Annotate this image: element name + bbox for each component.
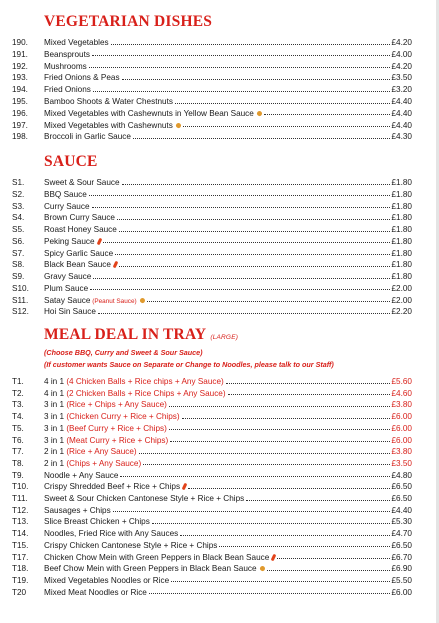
menu-item-row	[12, 575, 412, 587]
item-price: £3.50	[391, 458, 412, 468]
dot-leader	[89, 66, 390, 68]
item-number: S6.	[12, 236, 25, 246]
item-name	[44, 283, 88, 295]
dot-leader	[169, 428, 390, 430]
dot-leader	[92, 54, 390, 56]
meal-deal-title: MEAL DEAL IN TRAY	[44, 326, 207, 343]
item-name	[44, 470, 118, 482]
meal-deal-size-tag: (LARGE)	[210, 334, 239, 341]
dot-leader	[171, 580, 389, 582]
item-price: £6.50	[391, 482, 412, 492]
item-price: £4.70	[391, 529, 412, 539]
dot-leader	[180, 534, 389, 536]
dot-leader	[264, 113, 390, 115]
item-price: £6.00	[391, 435, 412, 445]
item-price: £6.00	[391, 423, 412, 433]
menu-item-row	[12, 248, 412, 260]
item-deal-size: 3 in 1	[44, 435, 67, 445]
item-name	[44, 201, 90, 213]
menu-item-row	[12, 446, 412, 458]
item-deal-contents: (Rice + Chips + Any Sauce)	[66, 400, 167, 410]
item-name	[44, 493, 244, 505]
item-number: S3.	[12, 201, 25, 211]
dot-leader	[113, 510, 390, 512]
item-name-text: Beef Chow Mein with Green Peppers in Black Bean Sauce	[44, 564, 257, 574]
item-name-text: Broccoli in Garlic Sauce	[44, 132, 131, 142]
dot-leader	[119, 230, 390, 232]
dot-leader	[277, 557, 389, 559]
nut-icon	[256, 110, 263, 117]
item-number: S10.	[12, 283, 29, 293]
item-number: 198.	[12, 132, 28, 142]
item-number: T13.	[12, 517, 29, 527]
item-name	[44, 481, 186, 493]
menu-item-row	[12, 131, 412, 143]
item-name	[44, 259, 117, 271]
menu-item-row	[12, 96, 412, 108]
dot-leader	[175, 102, 390, 104]
menu-item-row	[12, 540, 412, 552]
nut-icon	[139, 297, 146, 304]
item-deal-size: 3 in 1	[44, 412, 67, 422]
menu-item-row	[12, 61, 412, 73]
item-deal-contents: (Meat Curry + Rice + Chips)	[66, 435, 169, 445]
item-name	[44, 84, 91, 96]
menu-item-row	[12, 72, 412, 84]
nut-icon	[175, 122, 182, 129]
item-number: S4.	[12, 213, 25, 223]
item-number: S9.	[12, 272, 25, 281]
item-number: T17.	[12, 552, 29, 562]
menu-item-row	[12, 388, 412, 400]
item-price: £3.50	[391, 73, 412, 83]
dot-leader	[149, 592, 390, 594]
item-number: 190.	[12, 38, 28, 47]
item-deal-contents: (Chicken Curry + Rice + Chips)	[66, 412, 180, 422]
item-name-text: Plum Sauce	[44, 283, 89, 293]
item-number: S11.	[12, 295, 29, 305]
item-deal-size: 2 in 1	[44, 458, 67, 468]
menu-item-row	[12, 399, 412, 411]
chili-icon	[182, 483, 188, 491]
item-name	[44, 458, 141, 470]
menu-item-row	[12, 259, 412, 271]
item-deal-contents: (Rice + Any Sauce)	[66, 447, 137, 457]
meal-deal-note-sauces: (Choose BBQ, Curry and Sweet & Sour Sauce)	[44, 348, 203, 357]
item-name	[44, 552, 275, 564]
item-price: £2.00	[391, 295, 412, 305]
item-name-text: Peking Sauce	[44, 236, 95, 246]
item-number: T3.	[12, 400, 24, 410]
dot-leader	[92, 206, 390, 208]
item-number: T10.	[12, 482, 29, 492]
item-number: 193.	[12, 73, 28, 83]
item-price: £4.20	[391, 61, 412, 71]
menu-item-row	[12, 505, 412, 517]
item-price: £4.60	[391, 388, 412, 398]
item-number: S8.	[12, 260, 25, 270]
item-number: S1.	[12, 178, 25, 187]
item-price: £4.40	[391, 505, 412, 515]
item-name	[44, 399, 167, 411]
menu-item-row	[12, 411, 412, 423]
dot-leader	[246, 499, 389, 501]
item-price: £1.80	[391, 236, 412, 246]
menu-item-row	[12, 528, 412, 540]
item-number: T15.	[12, 540, 29, 550]
menu-item-row	[12, 120, 412, 132]
item-price: £3.20	[391, 85, 412, 95]
item-name-text: Satay Sauce	[44, 295, 91, 305]
dot-leader	[89, 194, 390, 196]
menu-item-row	[12, 470, 412, 482]
item-name-text: Sausages + Chips	[44, 505, 111, 515]
menu-item-row	[12, 376, 412, 388]
dot-leader	[103, 241, 390, 243]
item-number: T7.	[12, 447, 24, 457]
item-price: £2.00	[391, 283, 412, 293]
item-price: £1.80	[391, 225, 412, 234]
item-name-text: Noodles, Fried Rice with Any Sauces	[44, 529, 179, 539]
item-number: T6.	[12, 435, 24, 445]
dot-leader	[226, 382, 390, 384]
item-name-text: Fried Onions & Peas	[44, 73, 120, 83]
menu-item-row	[12, 423, 412, 435]
dot-leader	[119, 265, 390, 267]
item-number: T20	[12, 587, 27, 597]
dot-leader	[188, 487, 389, 489]
dot-leader	[122, 183, 390, 185]
item-name	[44, 388, 226, 400]
menu-item-row	[12, 516, 412, 528]
menu-item-row	[12, 563, 412, 575]
dot-leader	[143, 463, 389, 465]
dot-leader	[228, 393, 390, 395]
dot-leader	[115, 253, 389, 255]
item-number: T12.	[12, 505, 29, 515]
item-name-text: Mixed Meat Noodles or Rice	[44, 587, 147, 597]
sauce-heading: SAUCE	[44, 153, 98, 170]
item-deal-size: 2 in 1	[44, 447, 67, 457]
item-name-text: Mixed Vegetables with Cashewnuts	[44, 120, 173, 130]
item-price: £1.80	[391, 178, 412, 187]
menu-item-row	[12, 283, 412, 295]
item-number: S2.	[12, 189, 25, 199]
item-number: S12.	[12, 307, 29, 317]
item-name	[44, 271, 91, 283]
item-number: T2.	[12, 388, 24, 398]
item-name	[44, 108, 262, 120]
item-price: £4.40	[391, 108, 412, 118]
item-name-text: Crispy Chicken Cantonese Style + Rice + Chips	[44, 540, 218, 550]
vegetarian-dishes-heading: VEGETARIAN DISHES	[44, 13, 213, 30]
item-price: £6.00	[391, 412, 412, 422]
item-name	[44, 295, 145, 308]
menu-item-row	[12, 49, 412, 61]
dot-leader	[120, 475, 389, 477]
meal-deal-note-staff: (If customer wants Sauce on Separate or Change to Noodles, please talk to our Staff)	[44, 360, 334, 369]
item-price: £6.50	[391, 540, 412, 550]
item-number: T1.	[12, 377, 24, 386]
item-price: £4.40	[391, 120, 412, 130]
item-name-text: Fried Onions	[44, 85, 91, 95]
item-name	[44, 411, 180, 423]
item-name	[44, 212, 115, 224]
item-price: £1.80	[391, 248, 412, 258]
item-deal-size: 4 in 1	[44, 377, 67, 386]
menu-item-row	[12, 458, 412, 470]
item-name-text: Roast Honey Sauce	[44, 225, 117, 234]
item-price: £2.20	[391, 307, 412, 317]
item-number: T9.	[12, 470, 24, 480]
item-number: T19.	[12, 575, 29, 585]
chili-icon	[113, 261, 119, 269]
dot-leader	[93, 90, 390, 92]
nut-icon	[259, 565, 266, 572]
item-name-text: BBQ Sauce	[44, 189, 87, 199]
item-deal-size: 4 in 1	[44, 388, 67, 398]
menu-item-row	[12, 552, 412, 564]
item-name	[44, 72, 120, 84]
item-number: T5.	[12, 423, 24, 433]
menu-item-row	[12, 201, 412, 213]
item-number: 194.	[12, 85, 28, 95]
item-name-text: Bamboo Shoots & Water Chestnuts	[44, 97, 173, 106]
item-price: £4.80	[391, 470, 412, 480]
item-name-text: Sweet & Sour Sauce	[44, 178, 120, 187]
dot-leader	[169, 405, 390, 407]
item-name-text: Curry Sauce	[44, 201, 90, 211]
item-price: £1.80	[391, 213, 412, 223]
dot-leader	[133, 137, 390, 139]
item-price: £5.60	[391, 377, 412, 386]
item-name	[44, 528, 178, 540]
dot-leader	[182, 417, 390, 419]
item-deal-size: 3 in 1	[44, 423, 67, 433]
item-price: £1.80	[391, 272, 412, 281]
menu-item-row	[12, 481, 412, 493]
item-name-text: Spicy Garlic Sauce	[44, 248, 114, 258]
item-price: £4.00	[391, 49, 412, 59]
item-price: £5.50	[391, 575, 412, 585]
item-name	[44, 96, 173, 108]
item-name-text: Black Bean Sauce	[44, 260, 111, 270]
item-name	[44, 120, 181, 132]
dot-leader	[139, 452, 390, 454]
item-price: £3.80	[391, 447, 412, 457]
dot-leader	[111, 43, 390, 45]
dot-leader	[93, 277, 389, 279]
item-name-text: Sweet & Sour Chicken Cantonese Style + Rice + Chips	[44, 494, 245, 503]
dot-leader	[152, 522, 390, 524]
item-number: T8.	[12, 458, 24, 468]
dot-leader	[267, 569, 390, 571]
item-deal-contents: (Chips + Any Sauce)	[66, 458, 142, 468]
item-number: T4.	[12, 412, 24, 422]
item-name-text: Crispy Shredded Beef + Rice + Chips	[44, 482, 181, 492]
item-price: £6.50	[391, 494, 412, 503]
item-name	[44, 435, 168, 447]
menu-item-row	[12, 177, 412, 189]
menu-item-row	[12, 587, 412, 599]
menu-item-row	[12, 224, 412, 236]
item-price: £1.80	[391, 260, 412, 270]
menu-item-row	[12, 189, 412, 201]
item-price: £5.30	[391, 517, 412, 527]
menu-item-row	[12, 84, 412, 96]
menu-item-row	[12, 212, 412, 224]
item-name	[44, 505, 111, 517]
dot-leader	[147, 300, 390, 302]
item-name	[44, 177, 120, 189]
dot-leader	[219, 545, 389, 547]
item-name	[44, 376, 224, 388]
menu-item-row	[12, 271, 412, 283]
menu-item-row	[12, 37, 412, 49]
dot-leader	[183, 125, 390, 127]
item-number: 197.	[12, 120, 28, 130]
item-name	[44, 49, 90, 61]
item-name-text: Brown Curry Sauce	[44, 213, 115, 223]
item-name-text: Beansprouts	[44, 49, 90, 59]
item-name	[44, 516, 150, 528]
item-number: 192.	[12, 61, 28, 71]
menu-item-row	[12, 295, 412, 307]
item-number: T11.	[12, 494, 28, 503]
item-number: 191.	[12, 49, 28, 59]
item-number: S7.	[12, 248, 25, 258]
dot-leader	[170, 440, 389, 442]
item-price: £6.90	[391, 564, 412, 574]
item-name	[44, 248, 113, 260]
item-price: £3.80	[391, 400, 412, 410]
item-price: £1.80	[391, 189, 412, 199]
item-name	[44, 423, 167, 435]
item-price: £6.00	[391, 587, 412, 597]
item-name-text: Slice Breast Chicken + Chips	[44, 517, 150, 527]
item-name	[44, 306, 96, 318]
item-name	[44, 446, 137, 458]
menu-item-row	[12, 306, 412, 318]
item-note: (Peanut Sauce)	[90, 297, 137, 305]
item-name	[44, 540, 217, 552]
dot-leader	[90, 288, 389, 290]
item-number: 195.	[12, 97, 28, 106]
menu-item-row	[12, 236, 412, 248]
item-name	[44, 563, 265, 575]
item-name-text: Gravy Sauce	[44, 272, 92, 281]
item-name-text: Mushrooms	[44, 61, 87, 71]
dot-leader	[117, 218, 390, 220]
menu-item-row	[12, 493, 412, 505]
item-name	[44, 131, 131, 143]
item-name	[44, 236, 101, 248]
item-name	[44, 61, 87, 73]
item-deal-contents: (2 Chicken Balls + Rice Chips + Any Sauce)	[66, 388, 226, 398]
dot-leader	[98, 312, 390, 314]
item-name	[44, 37, 109, 49]
item-name	[44, 575, 169, 587]
item-price: £4.40	[391, 97, 412, 106]
item-name	[44, 587, 147, 599]
item-price: £1.80	[391, 201, 412, 211]
item-number: T14.	[12, 529, 29, 539]
item-name-text: Mixed Vegetables with Cashewnuts in Yellow Bean Sauce	[44, 108, 254, 118]
item-name	[44, 224, 117, 236]
item-name-text: Chicken Chow Mein with Green Peppers in Black Bean Sauce	[44, 552, 270, 562]
item-number: S5.	[12, 225, 25, 234]
item-deal-contents: (Beef Curry + Rice + Chips)	[66, 423, 167, 433]
item-name-text: Mixed Vegetables	[44, 38, 109, 47]
dot-leader	[122, 78, 390, 80]
item-number: 196.	[12, 108, 28, 118]
menu-item-row	[12, 108, 412, 120]
item-name	[44, 189, 87, 201]
item-deal-size: 3 in 1	[44, 400, 67, 410]
menu-item-row	[12, 435, 412, 447]
item-price: £6.70	[391, 552, 412, 562]
item-deal-contents: (4 Chicken Balls + Rice chips + Any Sauce)	[66, 377, 224, 386]
chili-icon	[271, 553, 277, 561]
item-name-text: Mixed Vegetables Noodles or Rice	[44, 575, 170, 585]
item-name-text: Noodle + Any Sauce	[44, 470, 119, 480]
chili-icon	[96, 237, 102, 245]
item-name-text: Hoi Sin Sauce	[44, 307, 96, 317]
item-price: £4.30	[391, 132, 412, 142]
meal-deal-heading	[44, 326, 238, 344]
item-number: T18.	[12, 564, 29, 574]
item-price: £4.20	[391, 38, 412, 47]
